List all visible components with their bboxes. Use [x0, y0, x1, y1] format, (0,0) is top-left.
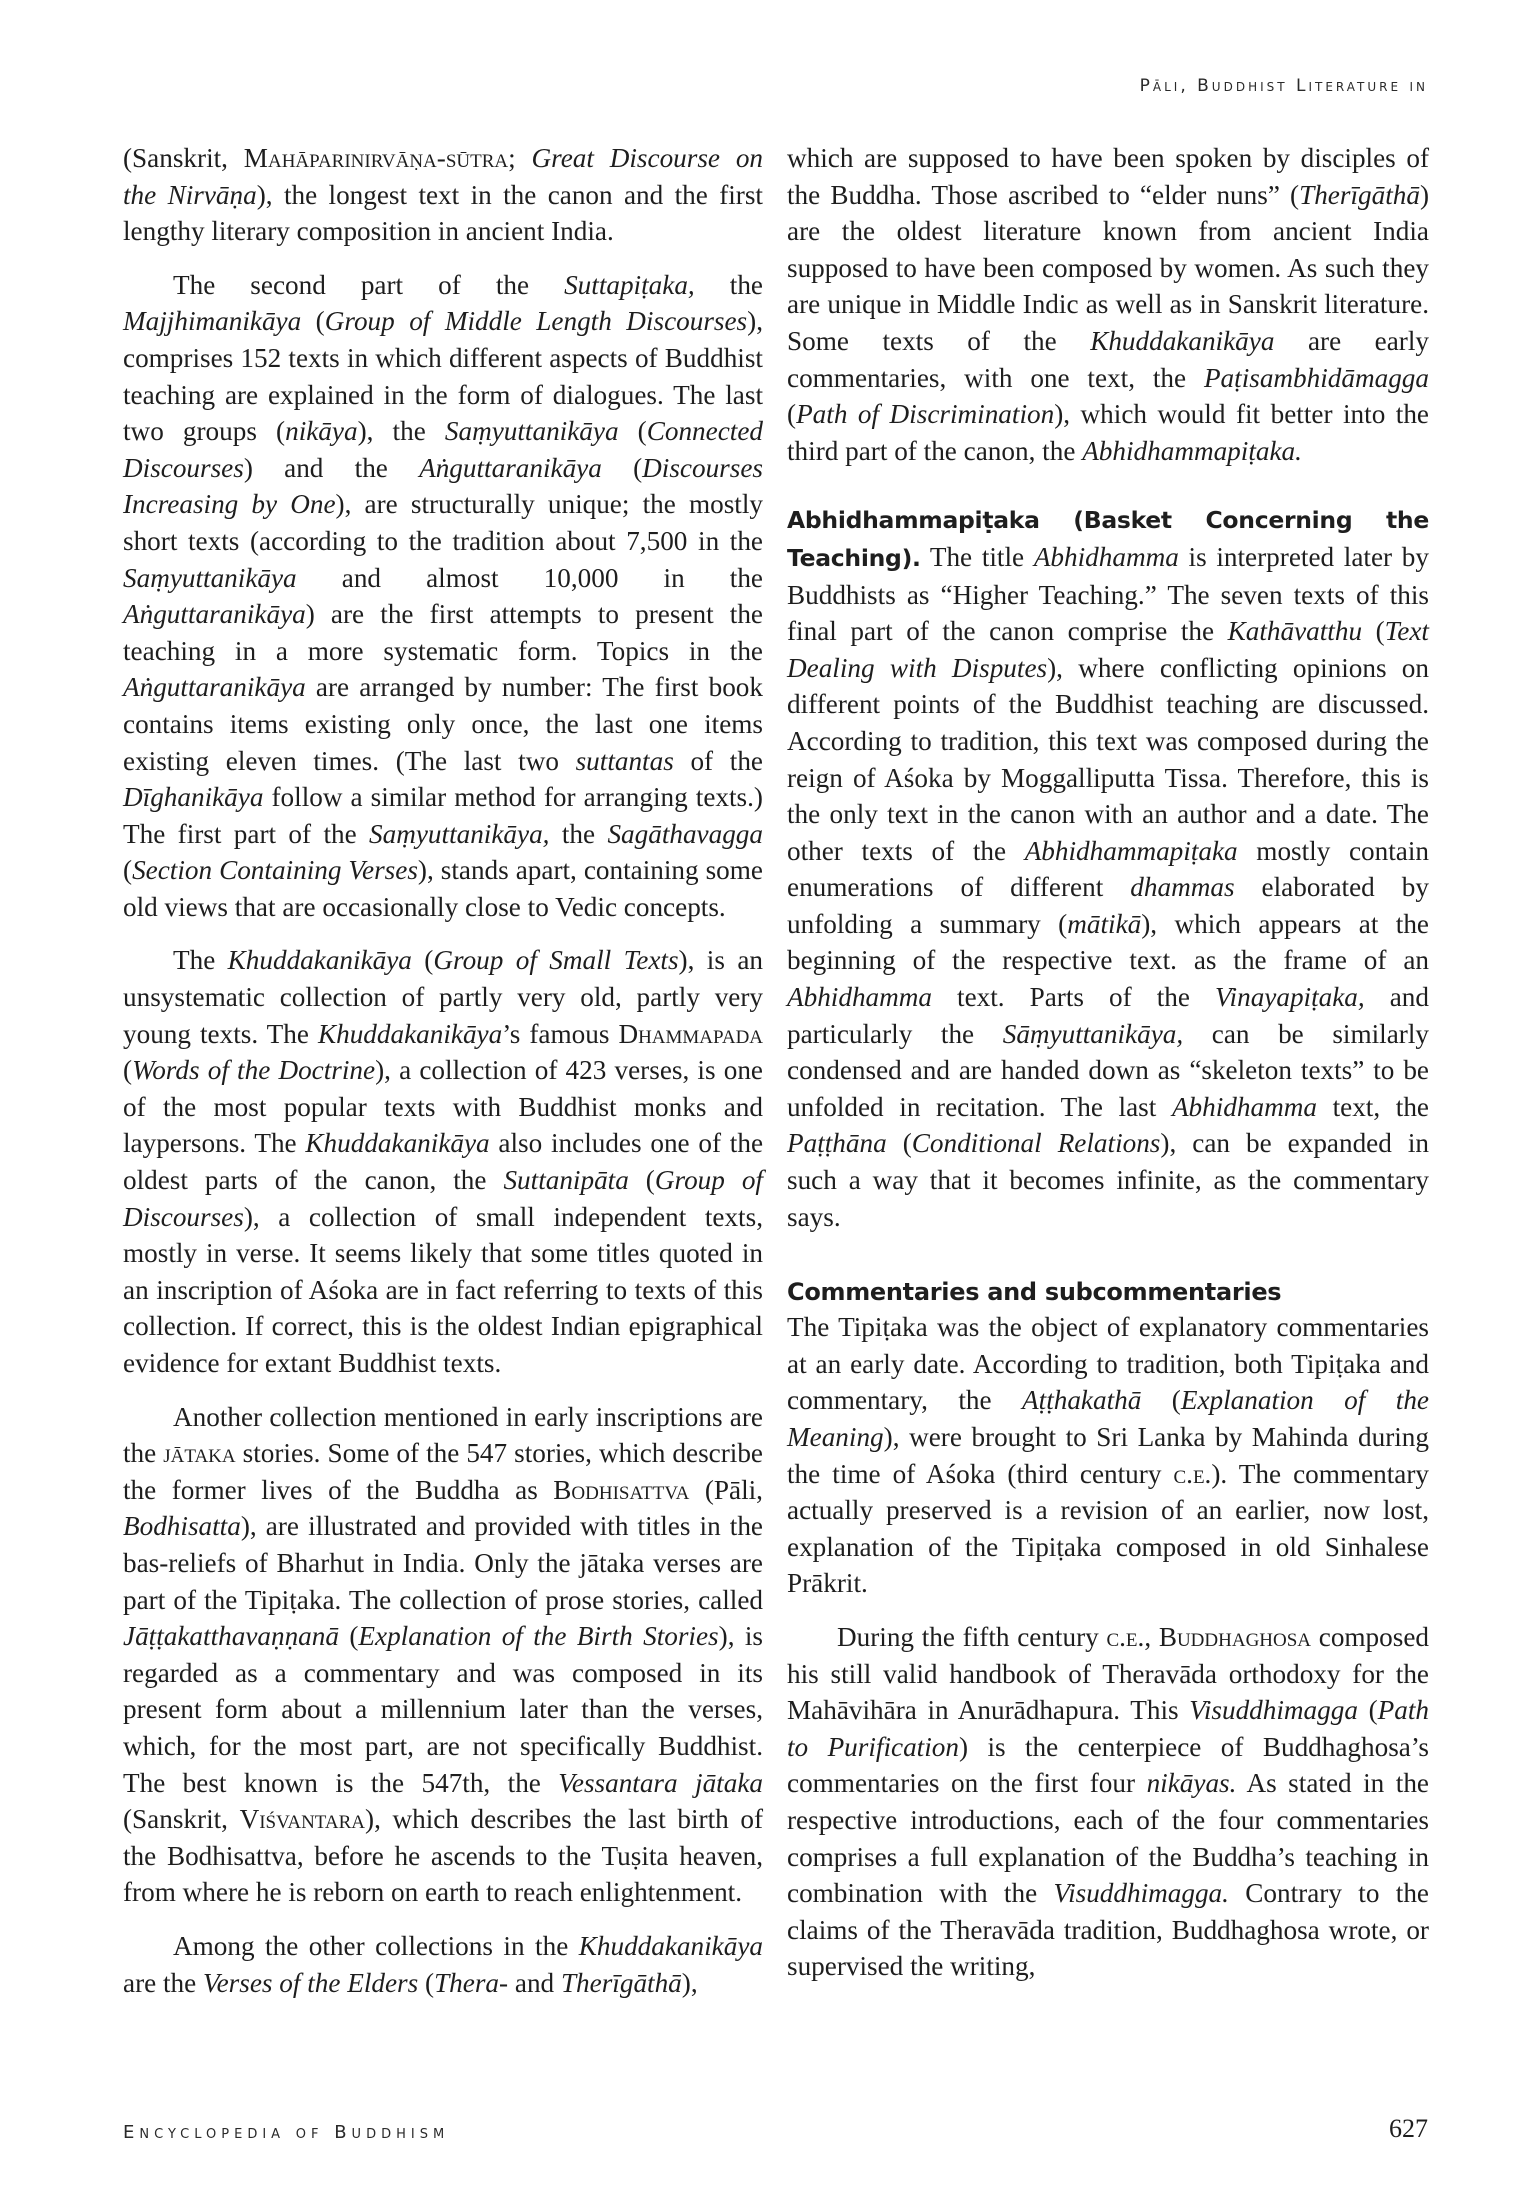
- italic-term: nikāyas.: [1146, 1768, 1237, 1799]
- italic-term: Kathāvatthu: [1227, 616, 1363, 647]
- italic-term: Bodhisatta: [123, 1511, 241, 1542]
- italic-term: Saṃyuttanikāya: [123, 562, 297, 593]
- italic-term: Jāṭṭakatthavaṇṇanā: [123, 1621, 339, 1652]
- italic-term: Paṭṭhāna: [787, 1128, 887, 1159]
- italic-term: Saṃyuttanikāya,: [369, 818, 550, 849]
- cross-reference: Dhammapada: [618, 1018, 764, 1049]
- italic-term: Aṅguttaranikāya: [123, 672, 306, 703]
- italic-term: nikāya: [285, 416, 358, 447]
- italic-term: Great Discourse on the Nirvāṇa: [123, 143, 764, 210]
- italic-term: Explanation of the Birth Stories: [358, 1621, 719, 1652]
- paragraph: The second part of the Suttapiṭaka, the Majjhimanikāya (Group of Middle Length Discourses), comprises 152 texts in which different aspects of Buddhist teaching are explained in the form of dialogues. The last two groups (nikāya), the Saṃyuttanikāya (Connected Discourses) and the Aṅguttaranikāya (Discourses Increasing by One), are structurally unique; the mostly short texts (according to the tradition about 7,500 in the Saṃyuttanikāya and almost 10,000 in the Aṅguttaranikāya) are the first attempts to present the teaching in a more systematic form. Topics in the Aṅguttaranikāya are arranged by number: The first book contains items existing only once, the last one items existing eleven times. (The last two suttantas of the Dīghanikāya follow a similar method for arranging texts.) The first part of the Saṃyuttanikāya, the Sagāthavagga (Section Containing Verses), stands apart, containing some old views that are occasionally close to Vedic concepts.: [123, 269, 763, 922]
- italic-term: Group of Middle Length Discourses: [324, 306, 748, 337]
- italic-term: Verses of the Elders: [203, 1967, 419, 1998]
- cross-reference: Mahāparinirvāṇa-sūtra: [243, 143, 509, 173]
- italic-term: Khuddakanikāya: [227, 945, 412, 976]
- cross-reference: Buddhaghosa: [1158, 1621, 1312, 1652]
- paragraph: Another collection mentioned in early inscriptions are the jātaka stories. Some of the 547 stories, which describe the former lives of the Buddha as Bodhisattva (Pāli, Bodhisatta), are illustrated and provided with titles in the bas-reliefs of Bharhut in India. Only the jātaka verses are part of the Tipiṭaka. The collection of prose stories, called Jāṭṭakatthavaṇṇanā (Explanation of the Birth Stories), is regarded as a commentary and was composed in its present form about a millennium later than the verses, which, for the most part, are not specifically Buddhist. The best known is the 547th, the Vessantara jātaka (Sanskrit, Viśvantara), which describes the last birth of the Bodhisattva, before he ascends to the Tuṣita heaven, from where he is reborn on earth to reach enlightenment.: [123, 1401, 764, 1908]
- cross-reference: Bodhisattva: [553, 1474, 690, 1505]
- italic-term: Visuddhimagga: [1189, 1695, 1358, 1726]
- italic-term: Khuddakanikāya: [578, 1930, 763, 1961]
- italic-term: Sagāthavagga: [607, 818, 763, 849]
- italic-term: Visuddhimagga.: [1053, 1878, 1229, 1909]
- italic-term: Conditional Relations: [911, 1128, 1161, 1159]
- paragraph: which are supposed to have been spoken by disciples of the Buddha. Those ascribed to “elder nuns” (Therīgāthā) are the oldest literature known from ancient India supposed to have been composed by women. As such they are unique in Middle Indic as well as in Sanskrit literature. Some texts of the Khuddakanikāya are early commentaries, with one text, the Paṭisambhidāmagga (Path of Discrimination), which would fit better into the third part of the canon, the Abhidhammapiṭaka.: [787, 143, 1429, 466]
- italic-term: Thera-: [434, 1967, 509, 1998]
- italic-term: Discourses Increasing by One: [123, 452, 763, 520]
- italic-term: Saṃyuttanikāya: [444, 416, 619, 447]
- page-number: 627: [1389, 2114, 1428, 2143]
- italic-term: Khuddakanikāya: [1090, 325, 1275, 356]
- italic-term: Therīgāthā: [1299, 179, 1420, 210]
- italic-term: Explanation of the Meaning: [787, 1385, 1429, 1452]
- left-column: [123, 140, 763, 2018]
- paragraph: The Khuddakanikāya (Group of Small Texts), is an unsystematic collection of partly very old, partly very young texts. The Khuddakanikāya’s famous Dhammapada (Words of the Doctrine), a collection of 423 verses, is one of the most popular texts with Buddhist monks and laypersons. The Khuddakanikāya also includes one of the oldest parts of the canon, the Suttanipāta (Group of Discourses), a collection of small independent texts, mostly in verse. It seems likely that some titles quoted in an inscription of Aśoka are in fact referring to texts of this collection. If correct, this is the oldest Indian epigraphical evidence for extant Buddhist texts.: [123, 945, 764, 1378]
- italic-term: Suttapiṭaka,: [564, 269, 695, 300]
- italic-term: Text Dealing with Disputes: [787, 616, 1429, 683]
- right-column: [787, 140, 1429, 2002]
- italic-term: Majjhimanikāya: [123, 306, 302, 337]
- italic-term: Group of Small Texts: [433, 945, 679, 976]
- italic-term: Aṅguttaranikāya: [419, 452, 602, 483]
- running-head: Pāli, Buddhist Literature in: [1139, 76, 1428, 96]
- italic-term: Khuddakanikāya: [317, 1018, 503, 1049]
- italic-term: Abhidhamma: [1171, 1091, 1317, 1122]
- italic-term: mātikā: [1067, 908, 1142, 939]
- italic-term: Abhidhamma: [1033, 541, 1179, 572]
- paragraph: Among the other collections in the Khuddakanikāya are the Verses of the Elders (Thera- and Therīgāthā),: [123, 1930, 763, 1998]
- italic-term: Suttanipāta: [503, 1165, 629, 1196]
- italic-term: Dīghanikāya: [123, 782, 264, 813]
- italic-term: Khuddakanikāya: [305, 1128, 490, 1159]
- italic-term: Aṅguttaranikāya: [123, 599, 306, 630]
- italic-term: Section Containing Verses: [132, 855, 418, 886]
- italic-term: Sāṃyuttanikāya,: [1002, 1018, 1184, 1049]
- italic-term: Therīgāthā: [560, 1967, 682, 1998]
- italic-term: Path to Purification: [787, 1695, 1429, 1762]
- italic-term: Abhidhammapiṭaka: [1024, 835, 1238, 866]
- cross-reference: jātaka: [163, 1438, 236, 1469]
- italic-term: Paṭisambhidāmagga: [1203, 362, 1429, 393]
- italic-term: Aṭṭhakathā: [1022, 1385, 1142, 1416]
- italic-term: Group of Discourses: [123, 1165, 763, 1232]
- paragraph: The Tipiṭaka was the object of explanatory commentaries at an early date. According to tradition, both Tipiṭaka and commentary, the Aṭṭhakathā (Explanation of the Meaning), were brought to Sri Lanka by Mahinda during the time of Aśoka (third century c.e.). The commentary actually preserved is a revision of an earlier, now lost, explanation of the Tipiṭaka composed in old Sinhalese Prākrit.: [787, 1312, 1430, 1599]
- run-in-heading: Abhidhammapiṭaka (Basket Concerning the Teaching).: [787, 506, 1429, 572]
- italic-term: suttantas: [575, 745, 674, 776]
- section-heading: Commentaries and subcommentaries: [787, 1278, 1282, 1307]
- paragraph: During the fifth century c.e., Buddhaghosa composed his still valid handbook of Theravāda orthodoxy for the Mahāvihāra in Anurādhapura. This Visuddhimagga (Path to Purification) is the centerpiece of Buddhaghosa’s commentaries on the first four nikāyas. As stated in the respective introductions, each of the four commentaries comprises a full explanation of the Buddha’s teaching in combination with the Visuddhimagga. Contrary to the claims of the Theravāda tradition, Buddhaghosa wrote, or supervised the writing,: [787, 1621, 1429, 1982]
- italic-term: Connected Discourses: [123, 416, 763, 483]
- paragraph: (Sanskrit, Mahāparinirvāṇa-sūtra; Great Discourse on the Nirvāṇa), the longest text in the canon and the first lengthy literary composition in ancient India.: [123, 143, 764, 247]
- italic-term: Path of Discrimination: [796, 399, 1055, 430]
- italic-term: Abhidhamma: [787, 982, 932, 1013]
- footer-publication-title: Encyclopedia of Buddhism: [123, 2122, 450, 2143]
- cross-reference: c.e.: [1173, 1458, 1212, 1489]
- italic-term: dhammas: [1130, 872, 1235, 903]
- italic-term: Vinayapiṭaka,: [1214, 982, 1365, 1013]
- cross-reference: Viśvantara: [239, 1804, 366, 1835]
- italic-term: Abhidhammapiṭaka.: [1082, 435, 1302, 466]
- abhidhamma-paragraph: Abhidhammapiṭaka (Basket Concerning the Teaching). The title Abhidhamma is interpreted later by Buddhists as “Higher Teaching.” The seven texts of this final part of the canon comprise the Kathāvatthu (Text Dealing with Disputes), where conflicting opinions on different points of the Buddhist teaching are discussed. According to tradition, this text was composed during the reign of Aśoka by Moggalliputta Tissa. Therefore, this is the only text in the canon with an author and a date. The other texts of the Abhidhammapiṭaka mostly contain enumerations of different dhammas elaborated by unfolding a summary (mātikā), which appears at the beginning of the respective text. as the frame of an Abhidhamma text. Parts of the Vinayapiṭaka, and particularly the Sāṃyuttanikāya, can be similarly condensed and are handed down as “skeleton texts” to be unfolded in recitation. The last Abhidhamma text, the Paṭṭhāna (Conditional Relations), can be expanded in such a way that it becomes infinite, as the commentary says.: [787, 506, 1430, 1232]
- italic-term: Vessantara jātaka: [558, 1767, 763, 1798]
- italic-term: Words of the Doctrine: [132, 1055, 376, 1086]
- cross-reference: c.e.: [1106, 1621, 1145, 1652]
